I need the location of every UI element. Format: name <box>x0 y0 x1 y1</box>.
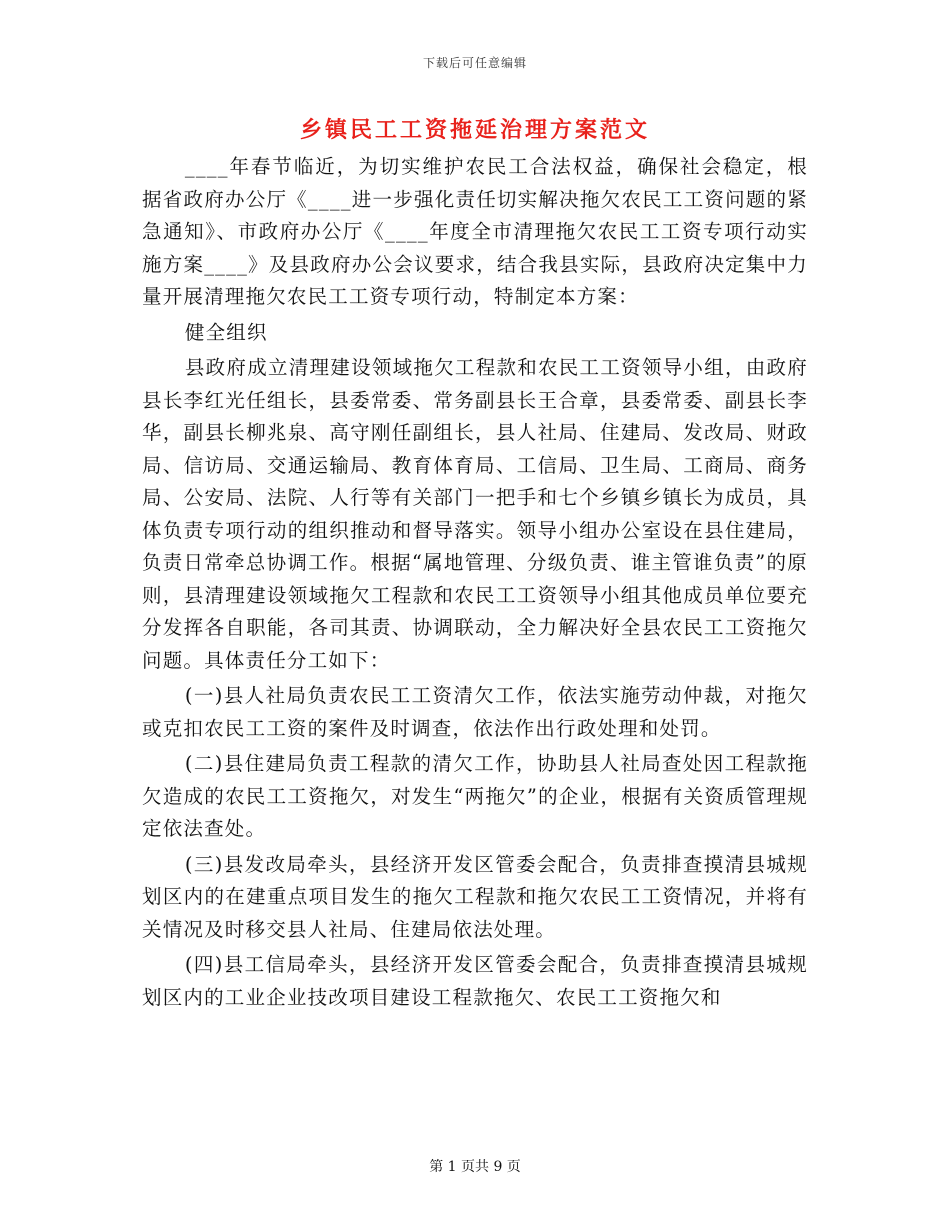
header-note: 下载后可任意编辑 <box>422 56 527 70</box>
paragraph-intro: ____年春节临近，为切实维护农民工合法权益，确保社会稳定，根据省政府办公厅《____进一步强化责任切实解决拖欠农民工工资问题的紧急通知》、市政府办公厅《____年度全市清理拖欠农民工工资专项行动实施方案____》及县政府办公会议要求，结合我县实际，县政府决定集中力量开展清理拖欠农民工工资专项行动，特制定本方案： <box>142 155 808 308</box>
section-heading: 健全组织 <box>184 320 268 344</box>
paragraph-item-4: (四)县工信局牵头，县经济开发区管委会配合，负责排查摸清县城规划区内的工业企业技改项目建设工程款拖欠、农民工工资拖欠和 <box>142 953 808 1009</box>
paragraph-organization: 县政府成立清理建设领域拖欠工程款和农民工工资领导小组，由政府县长李红光任组长，县委常委、常务副县长王合章，县委常委、副县长李华，副县长柳兆泉、高守刚任副组长，县人社局、住建局、发改局、财政局、信访局、交通运输局、教育体育局、工信局、卫生局、工商局、商务局、公安局、法院、人行等有关部门一把手和七个乡镇乡镇长为成员，具体负责专项行动的组织推动和督导落实。领导小组办公室设在县住建局，负责日常牵总协调工作。根据“属地管理、分级负责、谁主管谁负责”的原则，县清理建设领域拖欠工程款和农民工工资领导小组其他成员单位要充分发挥各自职能，各司其责、协调联动，全力解决好全县农民工工资拖欠问题。具体责任分工如下： <box>142 356 808 672</box>
paragraph-item-2: (二)县住建局负责工程款的清欠工作，协助县人社局查处因工程款拖欠造成的农民工工资拖欠，对发生“两拖欠”的企业，根据有关资质管理规定依法查处。 <box>142 752 808 840</box>
paragraph-item-1: (一)县人社局负责农民工工资清欠工作，依法实施劳动仲裁，对拖欠或克扣农民工工资的案件及时调查，依法作出行政处理和处罚。 <box>142 684 808 740</box>
paragraph-item-3: (三)县发改局牵头，县经济开发区管委会配合，负责排查摸清县城规划区内的在建重点项目发生的拖欠工程款和拖欠农民工工资情况，并将有关情况及时移交县人社局、住建局依法处理。 <box>142 852 808 941</box>
document-body <box>142 151 808 1017</box>
document-title: 乡镇民工工资拖延治理方案范文 <box>299 117 650 143</box>
page-indicator: 第 1 页共 9 页 <box>429 1159 521 1175</box>
